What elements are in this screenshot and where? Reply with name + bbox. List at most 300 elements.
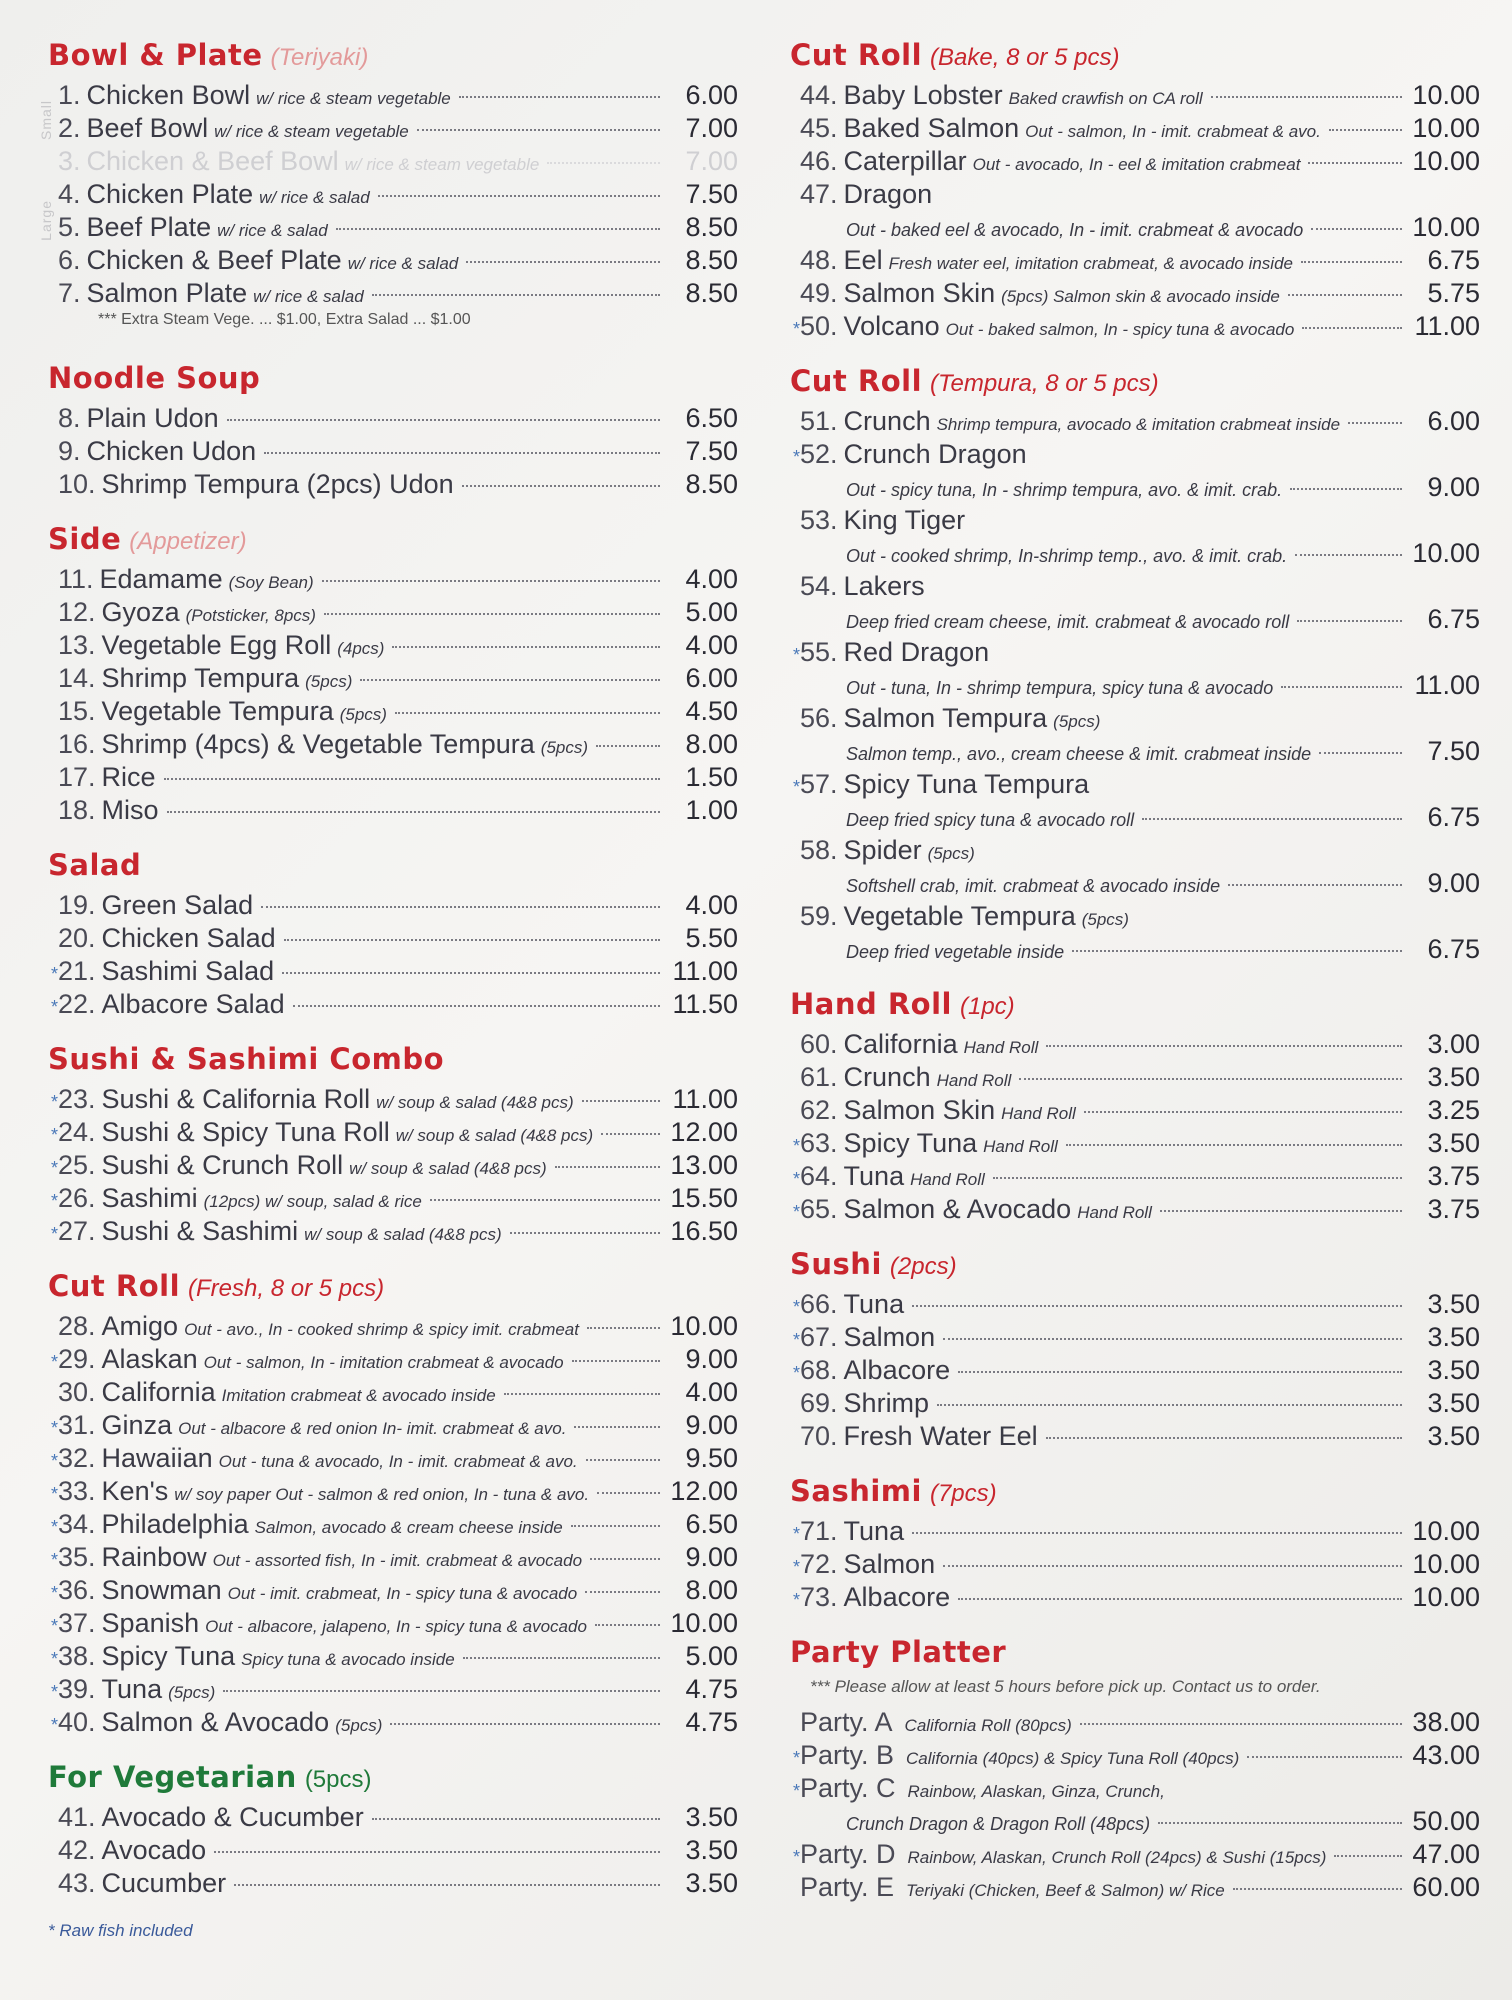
item-name: Salmon Skin [843,1095,996,1125]
leader-dots [958,1371,1402,1373]
item-name: Caterpillar [843,146,967,176]
raw-fish-star-icon: * [50,1352,58,1372]
item-description: Hand Roll [910,1170,985,1189]
item-description: (5pcs) Salmon skin & avocado inside [1001,287,1280,306]
left-column [48,38,738,1941]
menu-item [790,769,1480,802]
leader-dots [463,1657,660,1659]
menu-item [790,80,1480,113]
menu-item [48,795,738,828]
leader-dots [1302,327,1402,329]
raw-fish-note: * Raw fish included [48,1921,193,1940]
menu-item [48,212,738,245]
item-price: 1.00 [685,795,738,825]
item-price: 3.50 [1427,1388,1480,1418]
leader-dots [1308,162,1402,164]
leader-dots [390,1723,660,1725]
item-name: Salmon & Avocado [843,1194,1072,1224]
item-name: Volcano [843,311,940,341]
menu-item [790,113,1480,146]
item-name: Baby Lobster [843,80,1003,110]
item-price: 11.50 [672,989,738,1019]
raw-fish-star-icon: * [50,1484,58,1504]
item-price: 43.00 [1412,1740,1480,1770]
leader-dots [167,811,660,813]
item-name: Edamame [99,564,223,594]
leader-dots [378,195,660,197]
item-name: Red Dragon [843,637,990,667]
menu-item [48,1476,738,1509]
item-name: Gyoza [101,597,180,627]
item-name: Salmon Tempura [843,703,1048,733]
item-description: Hand Roll [936,1071,1012,1090]
menu-item [48,179,738,212]
item-description: Out - baked eel & avocado, In - imit. crabmeat & avocado [846,220,1304,240]
item-price: 4.00 [685,890,738,920]
item-price: 3.75 [1427,1161,1480,1191]
leader-dots [261,906,660,908]
item-price: 10.00 [1412,1582,1480,1612]
menu-item [790,1773,1480,1806]
item-price: 3.50 [685,1868,738,1898]
item-number: 60. [800,1029,838,1059]
item-description: (Potsticker, 8pcs) [185,606,316,625]
leader-dots [943,1338,1402,1340]
menu-item [48,1216,738,1249]
item-name: Tuna [843,1516,905,1546]
item-description: w/ rice & steam vegetable [344,155,540,174]
item-description: Deep fried cream cheese, imit. crabmeat & avocado roll [846,612,1290,632]
section-title: Bowl & Plate [48,38,263,72]
menu-section [790,1474,1480,1615]
item-description: Hand Roll [983,1137,1058,1156]
menu-section [48,1269,738,1740]
leader-dots [395,712,660,714]
leader-dots [1228,884,1402,886]
size-label-small: Small [38,100,54,141]
leader-dots [601,1133,660,1135]
section-title: Side [48,522,122,556]
item-price: 3.25 [1427,1095,1480,1125]
item-description: Teriyaki (Chicken, Beef & Salmon) w/ Rice [906,1881,1225,1900]
item-description: Out - albacore, jalapeno, In - spicy tuna & avocado [205,1617,587,1636]
section-header [48,522,738,564]
item-number: 16. [58,729,96,759]
item-number: 35. [58,1542,96,1572]
item-price: 12.00 [670,1476,738,1506]
menu-item [48,469,738,502]
section-title: Sushi & Sashimi Combo [48,1042,445,1076]
menu-item [790,1161,1480,1194]
item-price: 10.00 [1412,212,1480,242]
raw-fish-star-icon: * [50,1616,58,1636]
raw-fish-star-icon: * [50,997,58,1017]
item-price: 8.00 [685,729,738,759]
item-name: Chicken Udon [86,436,257,466]
section-header [48,848,738,890]
item-number: 48. [800,245,838,275]
item-number: 41. [58,1802,96,1832]
item-description: Shrimp tempura, avocado & imitation crabmeat inside [936,415,1341,434]
item-price: 6.00 [685,663,738,693]
item-description: Rainbow, Alaskan, Ginza, Crunch, [907,1782,1165,1801]
menu-item [48,989,738,1022]
item-price: 4.75 [685,1674,738,1704]
menu-item [790,1516,1480,1549]
item-name: Hawaiian [101,1443,213,1473]
item-name: Chicken Plate [86,179,254,209]
menu-item [790,1388,1480,1421]
item-price: 6.75 [1427,934,1480,964]
menu-item [48,597,738,630]
item-name: Crunch Dragon [843,439,1027,469]
item-name: Tuna [843,1289,905,1319]
menu-item-detail [790,604,1480,637]
item-name: Tuna [843,1161,905,1191]
item-price: 4.00 [685,564,738,594]
size-label-large: Large [38,200,54,241]
leader-dots [596,745,660,747]
raw-fish-star-icon: * [50,1191,58,1211]
leader-dots [1046,1045,1402,1047]
menu-item [790,835,1480,868]
menu-item [790,311,1480,344]
raw-fish-star-icon: * [50,1517,58,1537]
item-name: Miso [101,795,159,825]
item-price: 10.00 [1412,1516,1480,1546]
item-number: 14. [58,663,96,693]
leader-dots [293,1005,660,1007]
item-name: Eel [843,245,883,275]
item-number: 36. [58,1575,96,1605]
item-number: 42. [58,1835,96,1865]
leader-dots [227,419,660,421]
menu-item [790,571,1480,604]
menu-item [48,1344,738,1377]
item-description: (5pcs) [335,1716,383,1735]
section-subtitle: (2pcs) [889,1253,957,1280]
item-name: King Tiger [843,505,966,535]
item-number: 2. [58,113,81,143]
item-number: 44. [800,80,838,110]
item-number: 53. [800,505,838,535]
item-name: Sushi & Sashimi [101,1216,299,1246]
item-name: Salmon [843,1322,936,1352]
item-price: 10.00 [1412,146,1480,176]
item-number: 10. [58,469,96,499]
section-subtitle: (7pcs) [929,1480,997,1507]
item-price: 3.75 [1427,1194,1480,1224]
raw-fish-star-icon: * [792,1297,800,1317]
menu-item [48,1084,738,1117]
leader-dots [322,580,660,582]
item-price: 16.50 [670,1216,738,1246]
item-price: 10.00 [1412,80,1480,110]
item-name: Salmon Plate [86,278,248,308]
item-name: Tuna [101,1674,163,1704]
menu-item [48,890,738,923]
item-number: 6. [58,245,81,275]
item-number: 69. [800,1388,838,1418]
item-name: Ken's [101,1476,169,1506]
leader-dots [555,1166,660,1168]
item-number: 19. [58,890,96,920]
raw-fish-star-icon: * [792,1202,800,1222]
item-number: 43. [58,1868,96,1898]
leader-dots [958,1598,1402,1600]
leader-dots [547,162,660,164]
right-column [790,38,1480,1925]
item-price: 7.00 [685,113,738,143]
item-price: 11.00 [1414,670,1480,700]
item-number: 8. [58,403,81,433]
raw-fish-star-icon: * [792,1557,800,1577]
menu-item-detail [790,212,1480,245]
item-price: 10.00 [1412,1549,1480,1579]
item-price: 13.00 [670,1150,738,1180]
item-price: 3.50 [1427,1062,1480,1092]
item-description: (12pcs) w/ soup, salad & rice [203,1192,422,1211]
section-subtitle: (Teriyaki) [270,44,369,71]
leader-dots [417,129,660,131]
item-description: Out - avocado, In - eel & imitation crabmeat [972,155,1301,174]
item-description: Crunch Dragon & Dragon Roll (48pcs) [846,1814,1151,1834]
leader-dots [1211,96,1402,98]
leader-dots [587,1327,660,1329]
item-description: w/ rice & steam vegetable [256,89,451,108]
leader-dots [1080,1723,1402,1725]
leader-dots [372,1818,660,1820]
item-name: Plain Udon [86,403,219,433]
leader-dots [1233,1888,1402,1890]
item-description: (5pcs) [339,705,387,724]
menu-item [790,179,1480,212]
section-title: Hand Roll [790,987,952,1021]
item-number: 27. [58,1216,96,1246]
menu-item [48,923,738,956]
item-description: w/ soup & salad (4&8 pcs) [395,1126,594,1145]
item-price: 50.00 [1412,1806,1480,1836]
raw-fish-star-icon: * [792,1590,800,1610]
leader-dots [459,96,660,98]
raw-fish-star-icon: * [50,1224,58,1244]
raw-fish-star-icon: * [792,1524,800,1544]
leader-dots [282,972,660,974]
menu-section [48,848,738,1022]
menu-item-detail [790,670,1480,703]
item-price: 3.50 [685,1802,738,1832]
menu-item [790,901,1480,934]
item-name: Chicken Bowl [86,80,251,110]
item-price: 3.50 [1427,1322,1480,1352]
item-description: Fresh water eel, imitation crabmeat, & avocado inside [888,254,1293,273]
section-header [48,1760,738,1802]
leader-dots [1297,620,1402,622]
item-number: 12. [58,597,96,627]
item-price: 9.00 [685,1542,738,1572]
menu-item [48,1377,738,1410]
menu-item-detail [790,868,1480,901]
section-title: Noodle Soup [48,361,261,395]
menu-item [790,1128,1480,1161]
item-description: Deep fried spicy tuna & avocado roll [846,810,1135,830]
item-number: 57. [800,769,838,799]
menu-item [48,1311,738,1344]
item-number: 26. [58,1183,96,1213]
menu-item [48,1674,738,1707]
leader-dots [1066,1144,1402,1146]
section-subtitle: (5pcs) [304,1766,372,1793]
item-name: Chicken Salad [101,923,276,953]
item-number: 58. [800,835,838,865]
item-description: Out - cooked shrimp, In-shrimp temp., avo. & imit. crab. [846,546,1288,566]
leader-dots [1072,950,1402,952]
leader-dots [324,613,660,615]
section-title: Sashimi [790,1474,922,1508]
menu-item [48,1509,738,1542]
raw-fish-star-icon: * [792,319,800,339]
section-note: *** Extra Steam Vege. ... $1.00, Extra Salad ... $1.00 [98,311,471,328]
raw-fish-star-icon: * [50,1451,58,1471]
item-price: 3.00 [1427,1029,1480,1059]
item-number: 25. [58,1150,96,1180]
menu-section [790,364,1480,967]
item-number: 46. [800,146,838,176]
item-price: 6.50 [685,1509,738,1539]
item-price: 5.00 [685,597,738,627]
raw-fish-star-icon: * [50,1550,58,1570]
item-number: 62. [800,1095,838,1125]
item-price: 5.50 [685,923,738,953]
item-name: Vegetable Tempura [843,901,1076,931]
leader-dots [937,1404,1402,1406]
item-description: Salmon temp., avo., cream cheese & imit. crabmeat inside [846,744,1312,764]
menu-item [790,278,1480,311]
item-number: 56. [800,703,838,733]
raw-fish-star-icon: * [50,1158,58,1178]
section-title: Cut Roll [790,364,923,398]
item-price: 11.00 [672,1084,738,1114]
item-number: Party. B [800,1740,895,1770]
item-description: w/ rice & salad [217,221,328,240]
item-number: 73. [800,1582,838,1612]
item-description: (5pcs) [305,672,353,691]
leader-dots [1160,1210,1402,1212]
item-price: 5.75 [1427,278,1480,308]
item-description: Softshell crab, imit. crabmeat & avocado inside [846,876,1221,896]
leader-dots [1019,1078,1402,1080]
item-name: Vegetable Tempura [101,696,334,726]
section-header [48,1042,738,1084]
item-number: 38. [58,1641,96,1671]
item-number: 39. [58,1674,96,1704]
item-name: Lakers [843,571,925,601]
leader-dots [595,1624,660,1626]
menu-item [48,663,738,696]
section-header [790,987,1480,1029]
raw-fish-star-icon: * [50,1682,58,1702]
item-description: Hand Roll [963,1038,1039,1057]
section-header [790,364,1480,406]
leader-dots [1288,294,1402,296]
section-title: Cut Roll [48,1269,181,1303]
item-number: 9. [58,436,81,466]
item-price: 11.00 [1414,311,1480,341]
section-title: For Vegetarian [48,1760,297,1794]
item-number: 65. [800,1194,838,1224]
menu-item [48,564,738,597]
leader-dots [223,1690,660,1692]
leader-dots [1290,488,1402,490]
menu-item [790,703,1480,736]
menu-section [790,1635,1480,1905]
item-price: 10.00 [670,1311,738,1341]
section-title: Cut Roll [790,38,923,72]
item-price: 4.00 [685,630,738,660]
menu-item-detail [790,736,1480,769]
item-number: 23. [58,1084,96,1114]
leader-dots [360,679,660,681]
item-price: 3.50 [1427,1421,1480,1451]
item-name: Rainbow [101,1542,207,1572]
item-description: Out - assorted fish, In - imit. crabmeat & avocado [212,1551,583,1570]
section-title: Party Platter [790,1635,1007,1669]
item-price: 6.75 [1427,802,1480,832]
item-number: 59. [800,901,838,931]
section-subtitle: (Appetizer) [129,528,247,555]
leader-dots [1334,1855,1402,1857]
item-description: (4pcs) [337,639,385,658]
item-price: 9.00 [1427,868,1480,898]
item-description: Imitation crabmeat & avocado inside [221,1386,496,1405]
leader-dots [1247,1756,1402,1758]
item-name: Albacore [843,1582,951,1612]
section-header [48,38,738,80]
raw-fish-star-icon: * [792,1330,800,1350]
menu-item [790,406,1480,439]
item-price: 6.75 [1427,245,1480,275]
leader-dots [586,1459,660,1461]
leader-dots [585,1591,660,1593]
item-name: Crunch [843,406,931,436]
item-description: Out - tuna & avocado, In - imit. crabmeat & avo. [218,1452,578,1471]
menu-item [790,245,1480,278]
item-name: Sushi & Crunch Roll [101,1150,344,1180]
item-price: 1.50 [685,762,738,792]
item-name: Ginza [101,1410,173,1440]
leader-dots [1158,1822,1402,1824]
leader-dots [462,485,660,487]
item-number: 5. [58,212,81,242]
section-header [790,1247,1480,1289]
menu-item [48,630,738,663]
item-name: Sashimi Salad [101,956,275,986]
menu-item [48,146,738,179]
menu-item [48,1802,738,1835]
item-price: 6.75 [1427,604,1480,634]
menu-item [790,1707,1480,1740]
item-name: Shrimp (4pcs) & Vegetable Tempura [101,729,535,759]
menu-item [790,1549,1480,1582]
menu-item [48,1410,738,1443]
leader-dots [1281,686,1402,688]
leader-dots [1142,818,1402,820]
item-description: w/ soup & salad (4&8 pcs) [376,1093,574,1112]
leader-dots [1301,261,1402,263]
menu-item [790,1839,1480,1872]
item-description: Out - salmon, In - imitation crabmeat & avocado [203,1353,564,1372]
item-description: w/ soup & salad (4&8 pcs) [304,1225,502,1244]
